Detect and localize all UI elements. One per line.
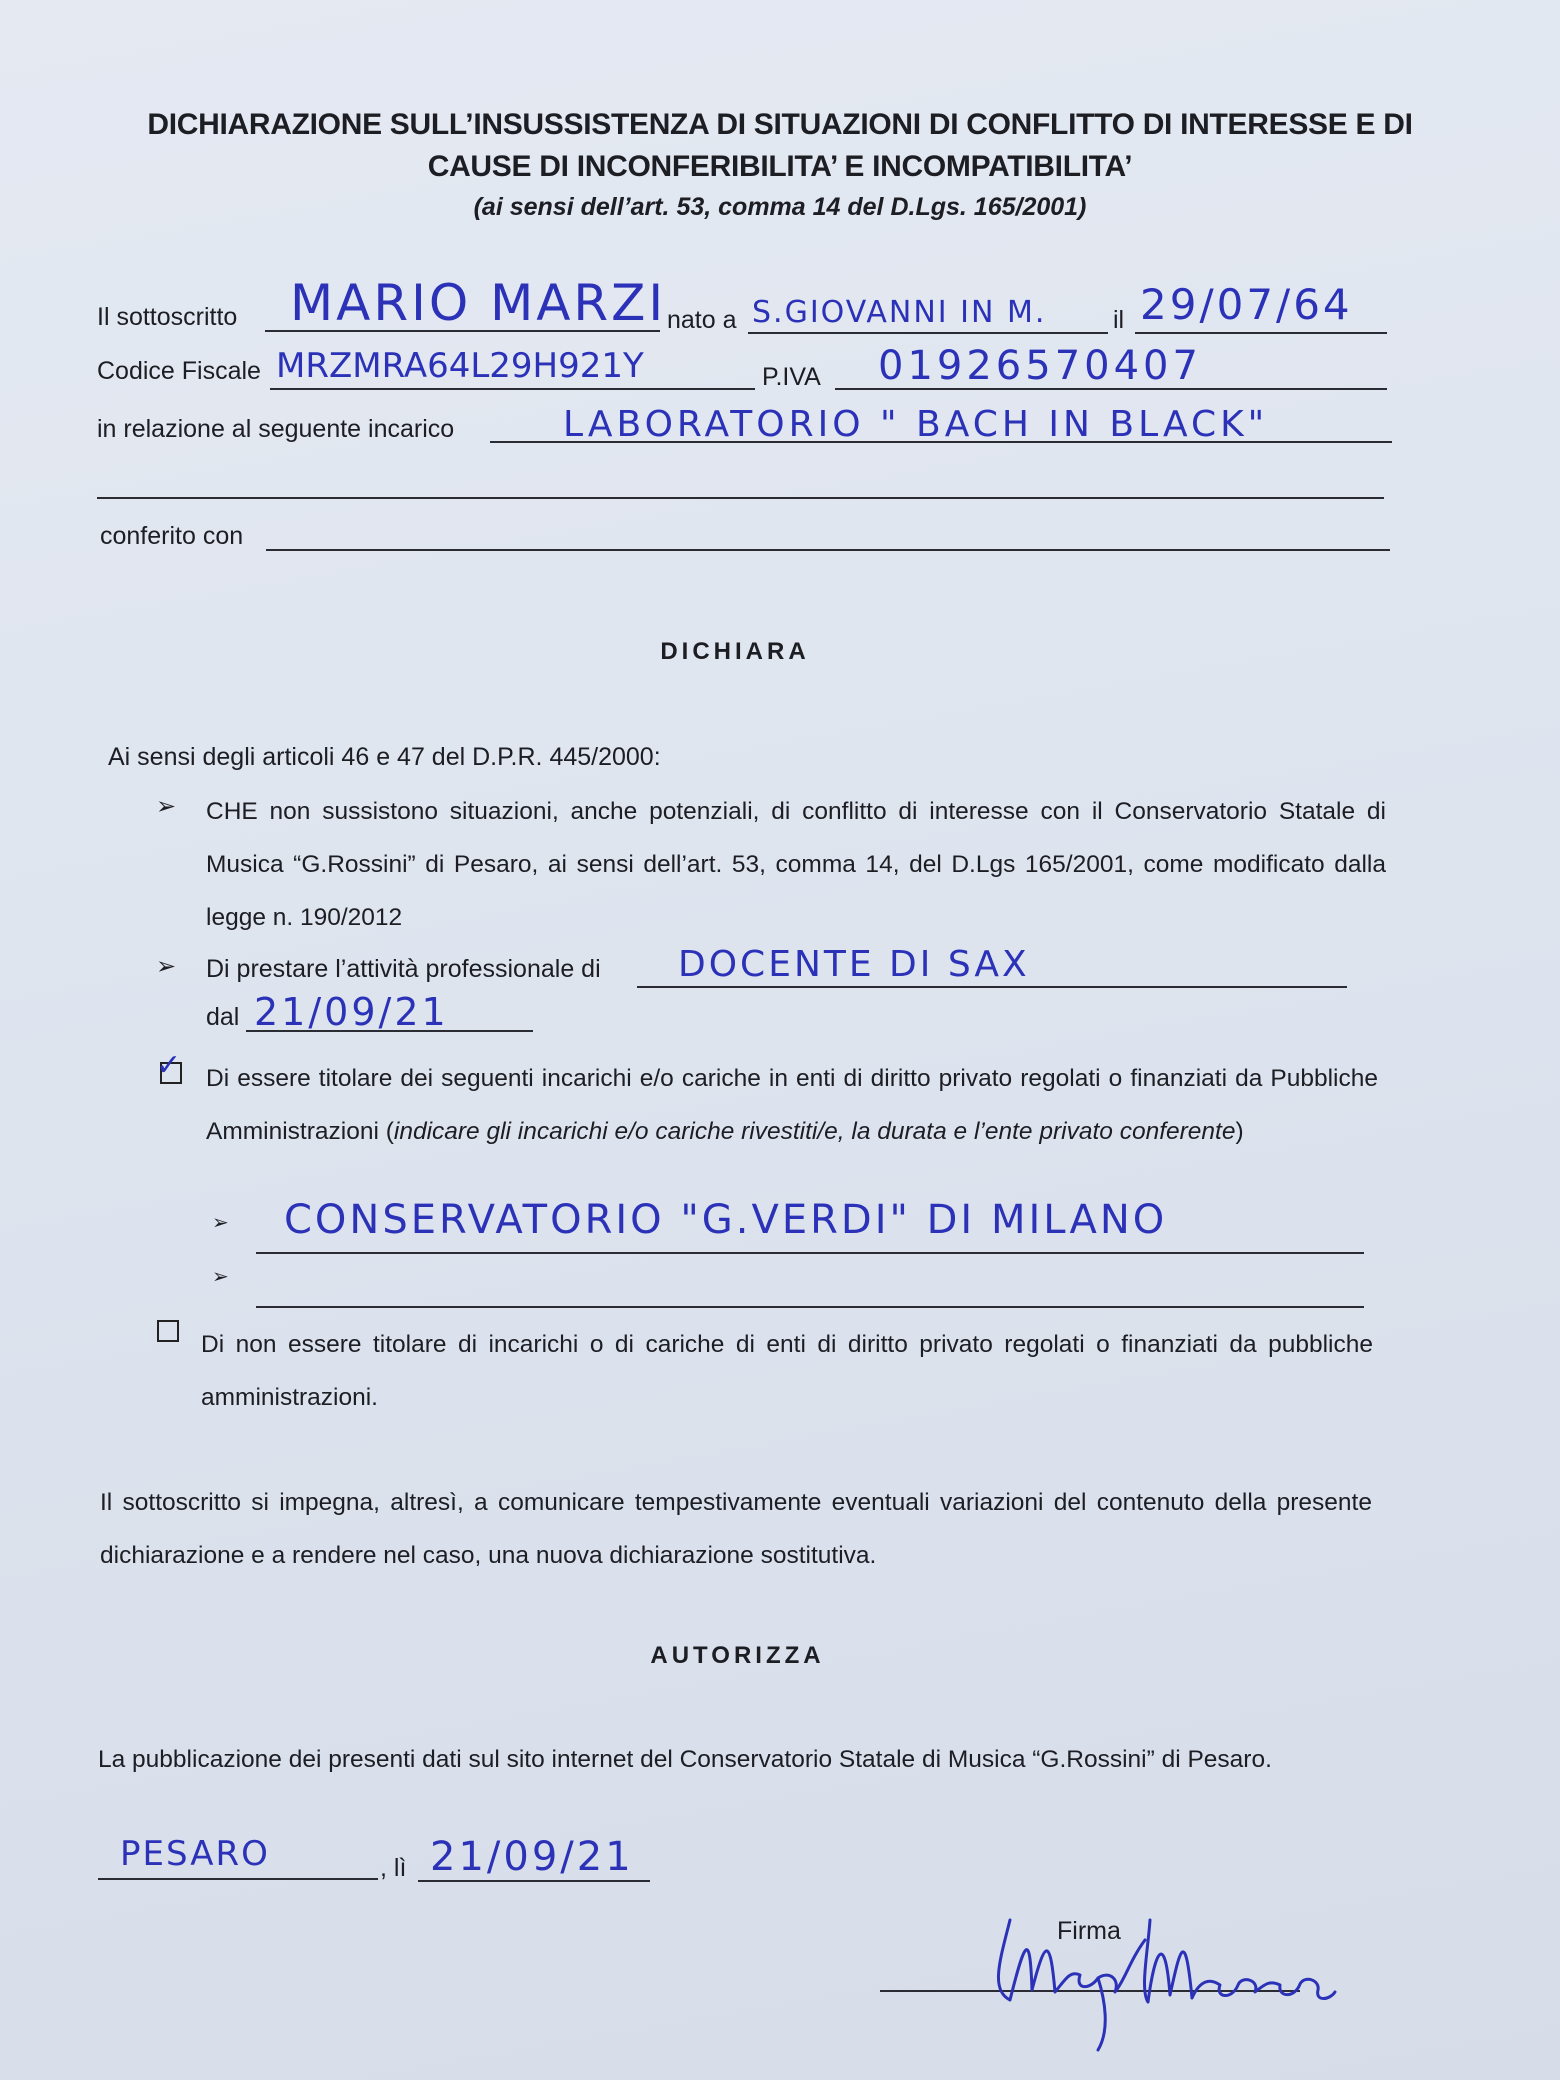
- codice-fiscale-field[interactable]: MRZMRA64L29H921Y: [276, 346, 644, 386]
- luogo-field[interactable]: PESARO: [120, 1834, 270, 1874]
- data-field[interactable]: 21/09/21: [430, 1834, 634, 1880]
- signature-image: [970, 1880, 1370, 2060]
- autorizza-text: La pubblicazione dei presenti dati sul sito internet del Conservatorio Statale di Musica “G.Rossini” di Pesaro.: [98, 1746, 1272, 1773]
- li-label: , lì: [380, 1854, 407, 1882]
- arrow-bullet-icon: ➢: [212, 1266, 229, 1288]
- il-line: [1135, 332, 1387, 334]
- item3-text-prefix: Di essere titolare dei seguenti incarichi e/o cariche in enti di diritto privato regolati o finanziati da Pubbliche Amministrazioni (: [206, 1065, 1378, 1145]
- sub1-field[interactable]: CONSERVATORIO "G.VERDI" DI MILANO: [284, 1197, 1168, 1243]
- piva-label: P.IVA: [762, 363, 821, 391]
- item1-text: CHE non sussistono situazioni, anche potenziali, di conflitto di interesse con il Conservatorio Statale di Musica “G.Rossini” di Pesaro, ai sensi dell’art. 53, comma 14, del D.Lgs 165/2001, come modificato dalla legge n. 190/2012: [206, 798, 1386, 931]
- title-line-2: CAUSE DI INCONFERIBILITA’ E INCOMPATIBILITA’: [427, 150, 1133, 183]
- dal-field[interactable]: 21/09/21: [254, 990, 449, 1034]
- subtitle: (ai sensi dell’art. 53, comma 14 del D.Lgs. 165/2001): [473, 193, 1087, 221]
- conferito-label: conferito con: [100, 522, 244, 550]
- item3-text-suffix: ): [1235, 1118, 1244, 1145]
- data-line: [418, 1880, 650, 1882]
- incarico-line-2: [97, 497, 1384, 499]
- autorizza-heading: AUTORIZZA: [650, 1642, 825, 1669]
- luogo-line: [98, 1878, 378, 1880]
- dal-label: dal: [206, 1003, 240, 1031]
- sottoscritto-field[interactable]: MARIO MARZI: [290, 274, 667, 332]
- codice-fiscale-line: [270, 388, 755, 390]
- item3-text-italic: indicare gli incarichi e/o cariche rivestiti/e, la durata e l’ente privato conferente: [393, 1118, 1236, 1145]
- item4-text: Di non essere titolare di incarichi o di cariche di enti di diritto privato regolati o finanziati da pubbliche amministrazioni.: [201, 1331, 1373, 1411]
- codice-fiscale-label: Codice Fiscale: [97, 357, 261, 385]
- arrow-bullet-icon: ➢: [156, 793, 177, 820]
- item2-label: Di prestare l’attività professionale di: [206, 955, 601, 983]
- piva-field[interactable]: 01926570407: [878, 343, 1202, 389]
- incarico-field[interactable]: LABORATORIO " BACH IN BLACK": [563, 404, 1269, 445]
- conferito-line: [266, 549, 1390, 551]
- incarico-label: in relazione al seguente incarico: [97, 415, 455, 443]
- arrow-bullet-icon: ➢: [156, 953, 177, 980]
- title-line-1: DICHIARAZIONE SULL’INSUSSISTENZA DI SITUAZIONI DI CONFLITTO DI INTERESSE E DI: [147, 108, 1413, 141]
- sottoscritto-label: Il sottoscritto: [97, 303, 238, 331]
- checkmark-icon: ✓: [156, 1048, 182, 1083]
- nato-a-field[interactable]: S.GIOVANNI IN M.: [752, 295, 1047, 330]
- dichiara-heading: DICHIARA: [660, 638, 810, 665]
- sub2-line: [256, 1306, 1364, 1308]
- dichiara-intro: Ai sensi degli articoli 46 e 47 del D.P.R. 445/2000:: [108, 743, 661, 771]
- item2-field[interactable]: DOCENTE DI SAX: [678, 944, 1030, 985]
- firma-label: Firma: [1057, 1917, 1121, 1945]
- impegno-text: Il sottoscritto si impegna, altresì, a comunicare tempestivamente eventuali variazioni del contenuto della presente dichiarazione e a rendere nel caso, una nuova dichiarazione sostitutiva.: [100, 1489, 1372, 1569]
- il-label: il: [1113, 306, 1125, 334]
- nato-a-line: [748, 332, 1108, 334]
- item4-checkbox[interactable]: [157, 1320, 179, 1342]
- item2-line: [637, 986, 1347, 988]
- item3-text: [206, 1052, 1378, 1158]
- arrow-bullet-icon: ➢: [212, 1212, 229, 1234]
- il-field[interactable]: 29/07/64: [1140, 280, 1353, 329]
- nato-a-label: nato a: [667, 306, 737, 334]
- sub1-line: [256, 1252, 1364, 1254]
